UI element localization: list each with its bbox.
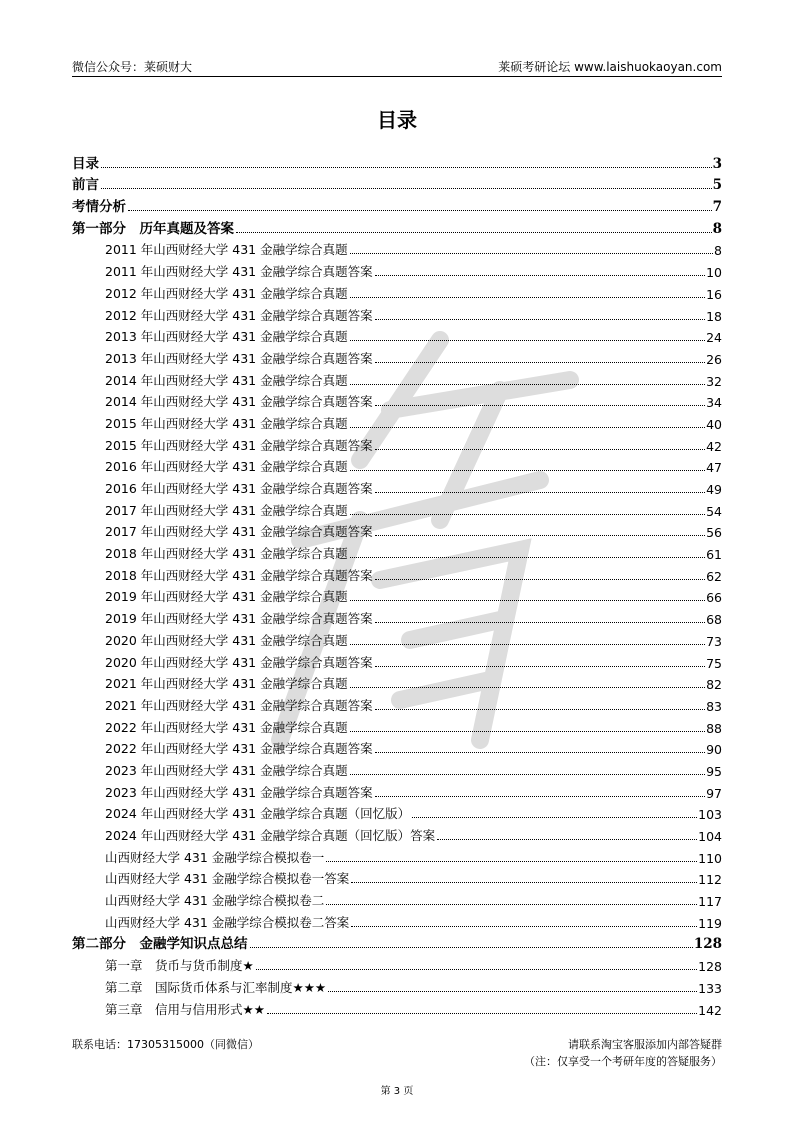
toc-entry[interactable] <box>72 584 722 606</box>
page-number: 第 3 页 <box>380 1086 414 1097</box>
toc-entry-page: 26 <box>706 351 722 367</box>
toc-entry-page: 82 <box>706 677 722 693</box>
toc-entry-page: 56 <box>706 525 722 541</box>
toc-leader-dots <box>375 319 706 320</box>
toc-entry-label: 2021 年山西财经大学 431 金融学综合真题 <box>105 676 348 692</box>
toc-entry-page: 18 <box>706 308 722 324</box>
toc-entry-page: 40 <box>706 416 722 432</box>
toc-entry[interactable] <box>72 627 722 649</box>
toc-leader-dots <box>351 882 697 883</box>
toc-entry[interactable] <box>72 280 722 302</box>
toc-entry[interactable] <box>72 150 722 172</box>
toc-entry[interactable] <box>72 757 722 779</box>
toc-entry-label: 山西财经大学 431 金融学综合模拟卷一答案 <box>105 871 350 887</box>
toc-entry-page: 90 <box>706 742 722 758</box>
toc-entry[interactable] <box>72 931 722 953</box>
toc-entry[interactable] <box>72 519 722 541</box>
toc-leader-dots <box>375 666 706 667</box>
toc-entry-label: 山西财经大学 431 金融学综合模拟卷一 <box>105 849 325 865</box>
toc-leader-dots <box>350 427 706 428</box>
toc-leader-dots <box>328 991 697 992</box>
toc-entry[interactable] <box>72 909 722 931</box>
toc-entry-page: 7 <box>712 199 722 216</box>
toc-entry[interactable] <box>72 367 722 389</box>
toc-entry-label: 第二部分 金融学知识点总结 <box>72 936 248 953</box>
toc-entry[interactable] <box>72 996 722 1018</box>
toc-leader-dots <box>350 514 706 515</box>
toc-leader-dots <box>350 470 706 471</box>
toc-leader-dots <box>375 275 706 276</box>
toc-entry[interactable] <box>72 866 722 888</box>
toc-entry[interactable] <box>72 952 722 974</box>
toc-entry[interactable] <box>72 454 722 476</box>
toc-entry-page: 73 <box>706 633 722 649</box>
toc-leader-dots <box>267 1013 697 1014</box>
toc-entry[interactable] <box>72 410 722 432</box>
toc-leader-dots <box>350 297 706 298</box>
toc-leader-dots <box>350 253 713 254</box>
toc-entry[interactable] <box>72 540 722 562</box>
page-title: 目录 <box>377 108 417 132</box>
toc-entry-page: 88 <box>706 720 722 736</box>
toc-entry[interactable] <box>72 887 722 909</box>
toc-entry-label: 2024 年山西财经大学 431 金融学综合真题（回忆版） <box>105 806 411 822</box>
toc-leader-dots <box>326 904 697 905</box>
toc-entry[interactable] <box>72 345 722 367</box>
toc-leader-dots <box>350 557 706 558</box>
toc-entry-page: 47 <box>706 460 722 476</box>
toc-entry[interactable] <box>72 671 722 693</box>
toc-entry-page: 49 <box>706 482 722 497</box>
toc-entry[interactable] <box>72 258 722 280</box>
toc-leader-dots <box>350 731 706 732</box>
toc-leader-dots <box>375 709 706 710</box>
toc-entry-label: 2021 年山西财经大学 431 金融学综合真题答案 <box>105 697 373 713</box>
toc-entry-label: 2018 年山西财经大学 431 金融学综合真题 <box>105 546 348 562</box>
toc-leader-dots <box>101 167 712 168</box>
header-wechat: 微信公众号：莱硕财大 <box>72 60 193 74</box>
toc-entry-page: 10 <box>706 265 722 281</box>
header-website: 莱硕考研论坛 www.laishuokaoyan.com <box>498 60 722 74</box>
toc-entry[interactable] <box>72 172 722 194</box>
toc-leader-dots <box>375 579 706 580</box>
toc-entry[interactable] <box>72 237 722 259</box>
toc-entry-page: 128 <box>698 959 722 975</box>
toc-entry-page: 66 <box>706 590 722 606</box>
toc-entry[interactable] <box>72 389 722 411</box>
toc-leader-dots <box>350 384 706 385</box>
toc-entry-page: 61 <box>706 547 722 563</box>
toc-entry-page: 95 <box>706 763 722 779</box>
toc-entry-page: 54 <box>706 503 722 519</box>
toc-entry[interactable] <box>72 649 722 671</box>
toc-entry[interactable] <box>72 692 722 714</box>
toc-entry-label: 2014 年山西财经大学 431 金融学综合真题答案 <box>105 394 373 410</box>
toc-entry-label: 2023 年山西财经大学 431 金融学综合真题 <box>105 762 348 778</box>
toc-entry-label: 2011 年山西财经大学 431 金融学综合真题答案 <box>105 264 373 280</box>
toc-entry-label: 2016 年山西财经大学 431 金融学综合真题答案 <box>105 481 373 496</box>
toc-entry-page: 119 <box>698 915 722 931</box>
toc-leader-dots <box>375 449 706 450</box>
toc-entry-label: 第一部分 历年真题及答案 <box>72 220 234 237</box>
toc-entry-label: 2015 年山西财经大学 431 金融学综合真题答案 <box>105 437 373 453</box>
toc-entry-label: 2013 年山西财经大学 431 金融学综合真题答案 <box>105 350 373 366</box>
toc-entry-page: 128 <box>693 936 722 953</box>
toc-leader-dots <box>375 405 706 406</box>
toc-entry-page: 34 <box>706 395 722 411</box>
toc-entry-page: 62 <box>706 568 722 584</box>
toc-leader-dots <box>351 926 697 927</box>
toc-entry-label: 2022 年山西财经大学 431 金融学综合真题答案 <box>105 741 373 757</box>
toc-entry-label: 2016 年山西财经大学 431 金融学综合真题 <box>105 459 348 475</box>
toc-entry-label: 2020 年山西财经大学 431 金融学综合真题答案 <box>105 654 373 670</box>
toc-entry-label: 2019 年山西财经大学 431 金融学综合真题 <box>105 589 348 605</box>
toc-entry-label: 目录 <box>72 155 99 172</box>
toc-entry-label: 2017 年山西财经大学 431 金融学综合真题 <box>105 502 348 518</box>
toc-leader-dots <box>375 796 706 797</box>
toc-leader-dots <box>350 687 706 688</box>
toc-entry-page: 75 <box>706 655 722 671</box>
toc-entry-label: 第一章 货币与货币制度★ <box>105 958 254 974</box>
toc-entry-label: 山西财经大学 431 金融学综合模拟卷二 <box>105 893 325 909</box>
toc-entry-label: 2024 年山西财经大学 431 金融学综合真题（回忆版）答案 <box>105 828 436 843</box>
toc-entry-page: 142 <box>698 1002 722 1018</box>
toc-entry-page: 5 <box>712 177 722 194</box>
toc-entry-label: 2020 年山西财经大学 431 金融学综合真题 <box>105 632 348 648</box>
toc-entry[interactable] <box>72 822 722 844</box>
toc-leader-dots <box>350 774 706 775</box>
toc-entry[interactable] <box>72 497 722 519</box>
toc-entry-label: 2019 年山西财经大学 431 金融学综合真题答案 <box>105 611 373 627</box>
toc-entry-label: 2023 年山西财经大学 431 金融学综合真题答案 <box>105 784 373 800</box>
toc-entry-label: 山西财经大学 431 金融学综合模拟卷二答案 <box>105 914 350 930</box>
toc-entry-page: 42 <box>706 438 722 454</box>
toc-leader-dots <box>256 969 697 970</box>
toc-entry[interactable] <box>72 302 722 324</box>
toc-entry-page: 103 <box>698 807 722 823</box>
toc-entry[interactable] <box>72 562 722 584</box>
toc-entry-page: 32 <box>706 373 722 389</box>
toc-entry[interactable] <box>72 801 722 823</box>
toc-entry-page: 16 <box>706 286 722 302</box>
toc-entry-label: 2015 年山西财经大学 431 金融学综合真题 <box>105 415 348 431</box>
toc-leader-dots <box>375 492 706 493</box>
toc-entry-label: 2012 年山西财经大学 431 金融学综合真题答案 <box>105 307 373 323</box>
toc-leader-dots <box>236 232 712 233</box>
toc-leader-dots <box>375 752 706 753</box>
toc-entry-label: 2012 年山西财经大学 431 金融学综合真题 <box>105 285 348 301</box>
toc-entry-label: 2022 年山西财经大学 431 金融学综合真题 <box>105 719 348 735</box>
toc-entry[interactable] <box>72 714 722 736</box>
page-header <box>72 56 722 77</box>
toc-leader-dots <box>128 210 712 211</box>
toc-entry[interactable] <box>72 432 722 454</box>
toc-entry[interactable] <box>72 605 722 627</box>
toc-leader-dots <box>326 861 697 862</box>
toc-entry-label: 2013 年山西财经大学 431 金融学综合真题 <box>105 329 348 345</box>
toc-entry-label: 第三章 信用与信用形式★★ <box>105 1001 265 1017</box>
toc-entry-label: 第二章 国际货币体系与汇率制度★★★ <box>105 979 327 995</box>
toc-entry-page: 8 <box>714 243 722 259</box>
toc-leader-dots <box>250 947 693 948</box>
toc-entry-page: 8 <box>712 220 722 237</box>
toc-leader-dots <box>375 535 706 536</box>
toc-entry-page: 97 <box>706 785 722 801</box>
toc-entry-page: 104 <box>698 829 722 844</box>
toc-entry-label: 前言 <box>72 177 99 194</box>
toc-leader-dots <box>350 644 706 645</box>
toc-entry[interactable] <box>72 844 722 866</box>
toc-entry[interactable] <box>72 779 722 801</box>
toc-entry-page: 112 <box>698 872 722 888</box>
toc-entry[interactable] <box>72 193 722 215</box>
toc-entry-label: 考情分析 <box>72 199 126 216</box>
footer-note-group: 请联系淘宝客服添加内部答疑群 <box>568 1038 722 1051</box>
toc-leader-dots <box>350 340 706 341</box>
toc-leader-dots <box>350 600 706 601</box>
toc-entry-label: 2014 年山西财经大学 431 金融学综合真题 <box>105 372 348 388</box>
footer-note-service: （注：仅享受一个考研年度的答疑服务） <box>524 1055 722 1068</box>
toc-leader-dots <box>375 622 706 623</box>
toc-entry-page: 24 <box>706 330 722 346</box>
toc-leader-dots <box>437 839 697 840</box>
toc-entry[interactable] <box>72 736 722 758</box>
toc-entry-page: 3 <box>712 155 722 172</box>
toc-entry[interactable] <box>72 324 722 346</box>
toc-leader-dots <box>412 817 697 818</box>
toc-entry-page: 110 <box>698 850 722 866</box>
toc-entry[interactable] <box>72 974 722 996</box>
toc-entry-page: 117 <box>698 894 722 910</box>
toc-entry-page: 133 <box>698 980 722 996</box>
toc-entry-label: 2011 年山西财经大学 431 金融学综合真题 <box>105 242 348 258</box>
footer-contact: 联系电话：17305315000（同微信） <box>72 1038 259 1051</box>
toc-leader-dots <box>375 362 706 363</box>
toc-entry-page: 83 <box>706 698 722 714</box>
toc-entry-label: 2018 年山西财经大学 431 金融学综合真题答案 <box>105 567 373 583</box>
toc-entry-page: 68 <box>706 612 722 628</box>
table-of-contents <box>72 150 722 1018</box>
toc-leader-dots <box>101 188 712 189</box>
toc-entry[interactable] <box>72 215 722 237</box>
toc-entry-label: 2017 年山西财经大学 431 金融学综合真题答案 <box>105 524 373 540</box>
toc-entry[interactable] <box>72 475 722 497</box>
